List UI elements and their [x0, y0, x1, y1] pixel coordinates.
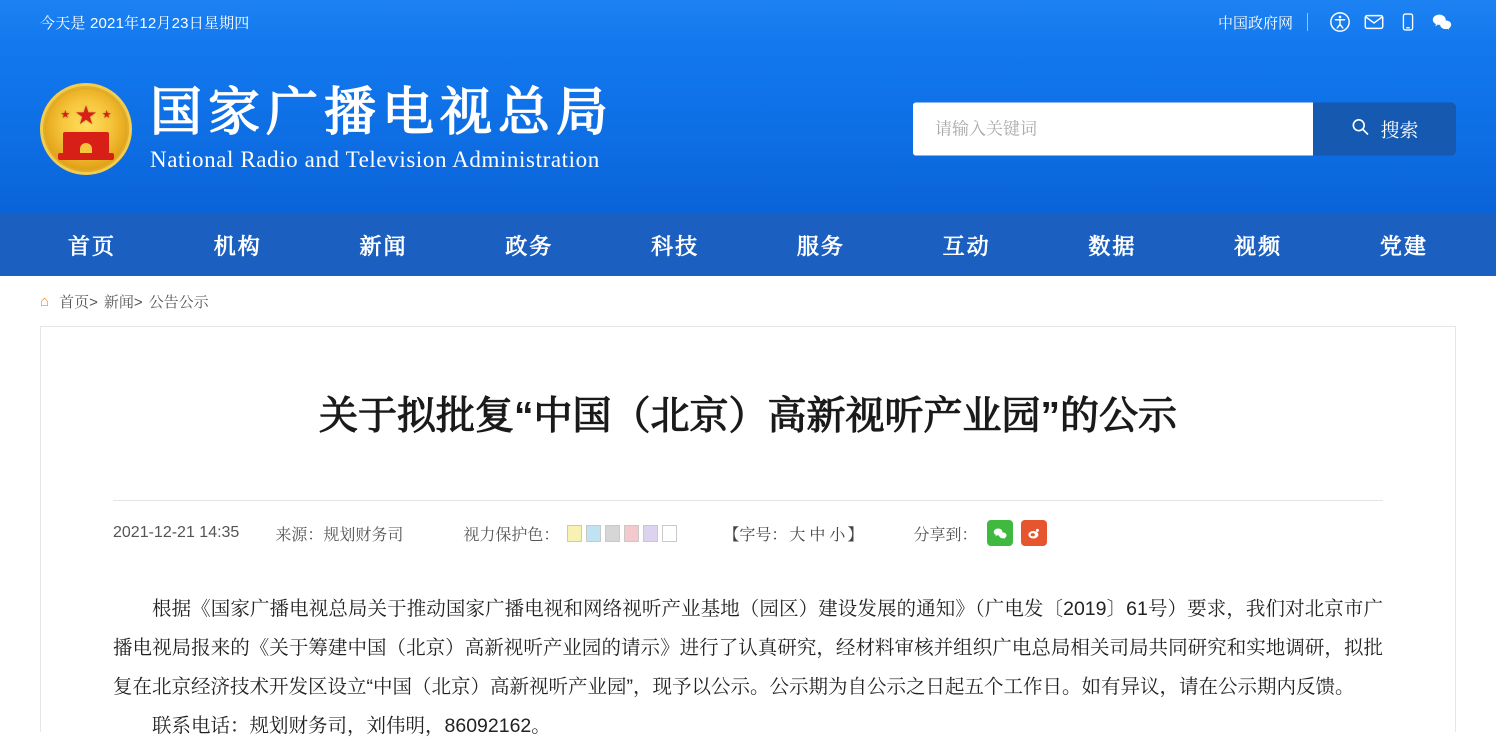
share-weibo-icon[interactable]: [1021, 520, 1047, 546]
accessibility-icon[interactable]: [1326, 8, 1354, 36]
font-size-large[interactable]: 大: [789, 526, 806, 544]
site-title-en: National Radio and Television Administration: [150, 147, 600, 173]
mail-icon[interactable]: [1360, 8, 1388, 36]
gov-portal-link[interactable]: 中国政府网: [1217, 14, 1293, 32]
breadcrumb-current: 公告公示: [148, 293, 209, 311]
mobile-icon[interactable]: [1394, 8, 1422, 36]
font-size-label: 【字号：: [723, 526, 788, 544]
search-box[interactable]: [913, 103, 1456, 156]
search-input[interactable]: [913, 103, 1313, 156]
home-icon: ⌂: [40, 292, 50, 310]
eye-color-swatch-6[interactable]: [662, 525, 677, 542]
publish-date: 2021-12-21 14:35: [113, 524, 240, 542]
search-button[interactable]: [1313, 103, 1456, 156]
wechat-icon[interactable]: [1428, 8, 1456, 36]
article-body: [113, 566, 1383, 746]
eye-color-swatch-5[interactable]: [643, 525, 658, 542]
search-button-label: 搜索: [1380, 120, 1419, 142]
site-brand[interactable]: [40, 83, 614, 175]
eye-color-swatch-1[interactable]: [567, 525, 582, 542]
breadcrumb: [0, 276, 1496, 326]
main-navigation: [0, 214, 1496, 276]
nav-item-news[interactable]: 新闻: [359, 233, 408, 259]
eye-protect-label: 视力保护色：: [463, 526, 560, 544]
nav-item-home[interactable]: 首页: [68, 233, 117, 259]
article-paragraph-1: 根据《国家广播电视总局关于推动国家广播电视和网络视听产业基地（园区）建设发展的通知》（广电发〔2019〕61号）要求，我们对北京市广播电视局报来的《关于筹建中国（北京）高新视听产业园的请示》进行了认真研究，经材料审核并组织广电总局相关司局共同研究和实地调研，拟批复在北京经济技术开发区设立“中国（北京）高新视听产业园”，现予以公示。公示期为自公示之日起五个工作日。如有异议，请在公示期内反馈。: [113, 597, 1383, 698]
breadcrumb-section[interactable]: 新闻>: [103, 293, 143, 311]
article-paragraph-2: 联系电话：规划财务司，刘伟明，86092162。: [152, 714, 551, 737]
site-titles: [150, 85, 614, 173]
share-label: 分享到：: [913, 526, 978, 544]
site-masthead: [0, 44, 1496, 214]
eye-color-swatch-4[interactable]: [624, 525, 639, 542]
eye-color-swatch-2[interactable]: [586, 525, 601, 542]
article-source: 来源：规划财务司: [275, 526, 404, 544]
site-title-cn: 国家广播电视总局: [150, 84, 615, 142]
nav-item-tech[interactable]: 科技: [651, 233, 700, 259]
share-wechat-icon[interactable]: [987, 520, 1013, 546]
topbar-divider: [1307, 13, 1308, 31]
nav-item-data[interactable]: 数据: [1088, 233, 1137, 259]
font-size-suffix: 】: [847, 526, 864, 544]
nav-item-affairs[interactable]: 政务: [505, 233, 554, 259]
top-utility-bar: [0, 0, 1496, 44]
national-emblem-icon: ★ ★ ★: [40, 83, 132, 175]
article-meta: [113, 500, 1383, 566]
nav-item-video[interactable]: 视频: [1234, 233, 1283, 259]
page-title: 关于拟批复“中国（北京）高新视听产业园”的公示: [318, 395, 1177, 439]
font-size-small[interactable]: 小: [829, 526, 846, 544]
font-size-medium[interactable]: 中: [809, 526, 826, 544]
nav-item-service[interactable]: 服务: [796, 233, 845, 259]
search-icon: [1350, 116, 1370, 142]
breadcrumb-home[interactable]: 首页>: [59, 293, 98, 311]
share-icons: [987, 520, 1047, 546]
eye-color-swatch-3[interactable]: [605, 525, 620, 542]
today-date: 今天是 2021年12月23日星期四: [40, 14, 250, 32]
nav-item-interaction[interactable]: 互动: [942, 233, 991, 259]
eye-protect-swatches[interactable]: [567, 525, 677, 542]
nav-item-org[interactable]: 机构: [213, 233, 262, 259]
font-size-control[interactable]: [723, 522, 863, 545]
article-card: [40, 326, 1456, 737]
nav-item-party[interactable]: 党建: [1379, 233, 1428, 259]
